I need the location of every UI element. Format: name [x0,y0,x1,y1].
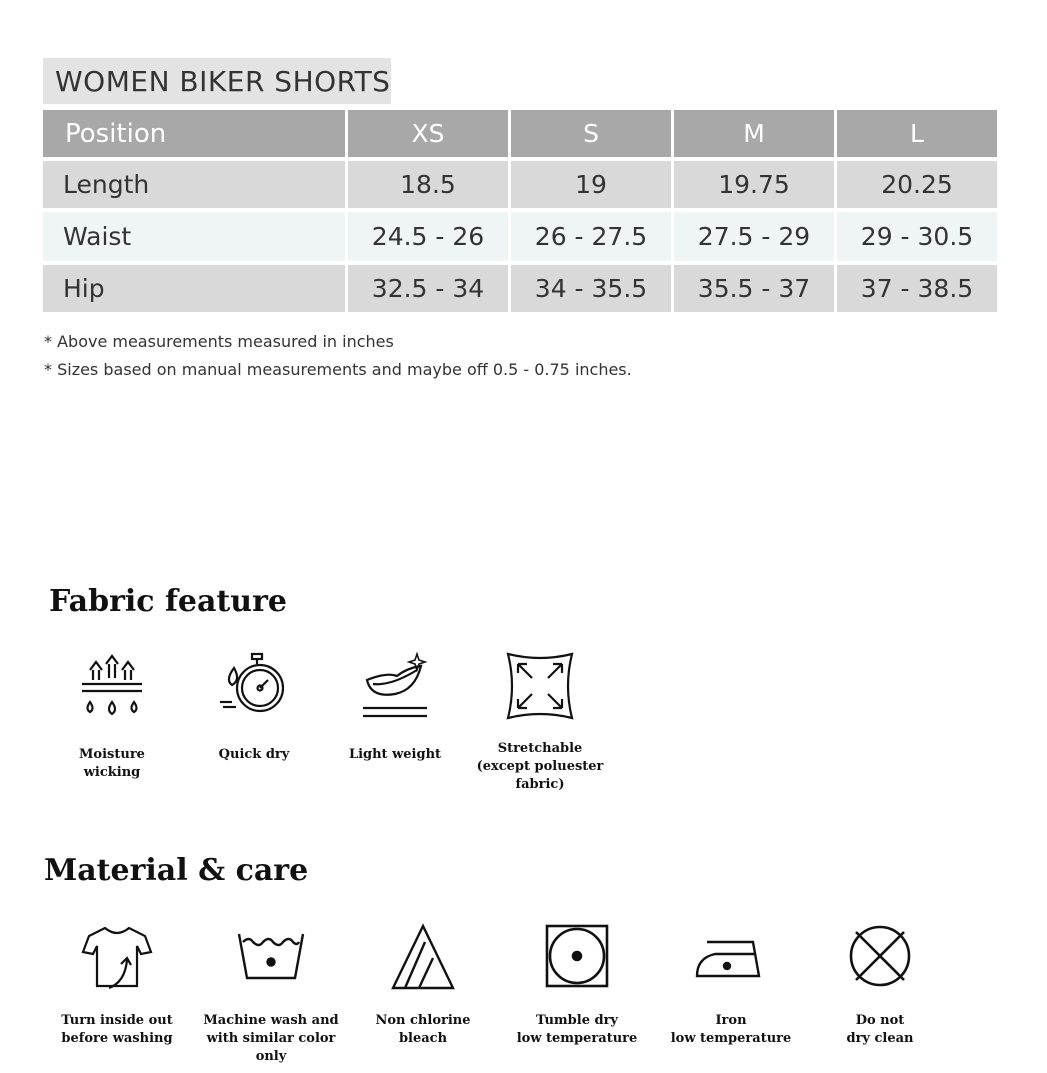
feature-moisture-wicking [52,650,172,782]
size-table [40,106,1000,316]
header-position: Position [43,110,345,157]
measurement-notes [44,328,632,384]
tumble-dry-low-icon [539,922,615,994]
table-cell: 20.25 [837,161,997,208]
feature-quick-dry [194,650,314,764]
care-do-not-dry-clean [818,922,942,1048]
fabric-feature-heading: Fabric feature [49,584,287,619]
care-label: Non chlorine bleach [375,1013,471,1046]
care-label: Iron low temperature [670,1013,792,1046]
care-tumble-dry [510,922,644,1048]
feature-label: Stretchable (except poluester fabric) [476,741,604,792]
material-care-heading: Material & care [44,853,309,888]
tshirt-inside-out-icon [79,922,155,994]
note-line: * Above measurements measured in inches [44,332,394,351]
table-cell: 27.5 - 29 [674,212,834,261]
table-header-row [43,110,997,157]
machine-wash-icon [233,922,309,994]
care-machine-wash [196,922,346,1066]
feature-light-weight [335,650,455,764]
iron-low-icon [693,922,769,994]
care-non-chlorine-bleach [360,922,486,1048]
care-turn-inside-out [52,922,182,1048]
table-cell: 19 [511,161,671,208]
table-cell: 19.75 [674,161,834,208]
care-label: Tumble dry low temperature [516,1013,638,1046]
care-label: Do not dry clean [846,1013,914,1046]
table-cell: 34 - 35.5 [511,265,671,312]
stretchable-icon [504,650,576,722]
light-weight-icon [359,650,431,722]
moisture-wicking-icon [76,650,148,722]
header-size-s: S [511,110,671,157]
chart-title: WOMEN BIKER SHORTS [43,58,391,104]
row-label: Waist [43,212,345,261]
table-cell: 29 - 30.5 [837,212,997,261]
care-iron-low [666,922,796,1048]
table-row [43,265,997,312]
row-label: Hip [43,265,345,312]
table-cell: 26 - 27.5 [511,212,671,261]
header-size-m: M [674,110,834,157]
table-row [43,161,997,208]
feature-stretchable [460,650,620,794]
care-label: Turn inside out before washing [61,1013,173,1046]
row-label: Length [43,161,345,208]
table-cell: 35.5 - 37 [674,265,834,312]
non-chlorine-bleach-icon [385,922,461,994]
quick-dry-icon [218,650,290,722]
feature-label: Light weight [348,747,442,762]
table-cell: 24.5 - 26 [348,212,508,261]
table-cell: 18.5 [348,161,508,208]
table-cell: 32.5 - 34 [348,265,508,312]
care-label: Machine wash and with similar color only [203,1013,339,1064]
table-cell: 37 - 38.5 [837,265,997,312]
feature-label: Quick dry [218,747,290,762]
do-not-dry-clean-icon [842,922,918,994]
header-size-l: L [837,110,997,157]
table-row [43,212,997,261]
header-size-xs: XS [348,110,508,157]
note-line: * Sizes based on manual measurements and maybe off 0.5 - 0.75 inches. [44,360,632,379]
feature-label: Moisture wicking [79,747,145,780]
